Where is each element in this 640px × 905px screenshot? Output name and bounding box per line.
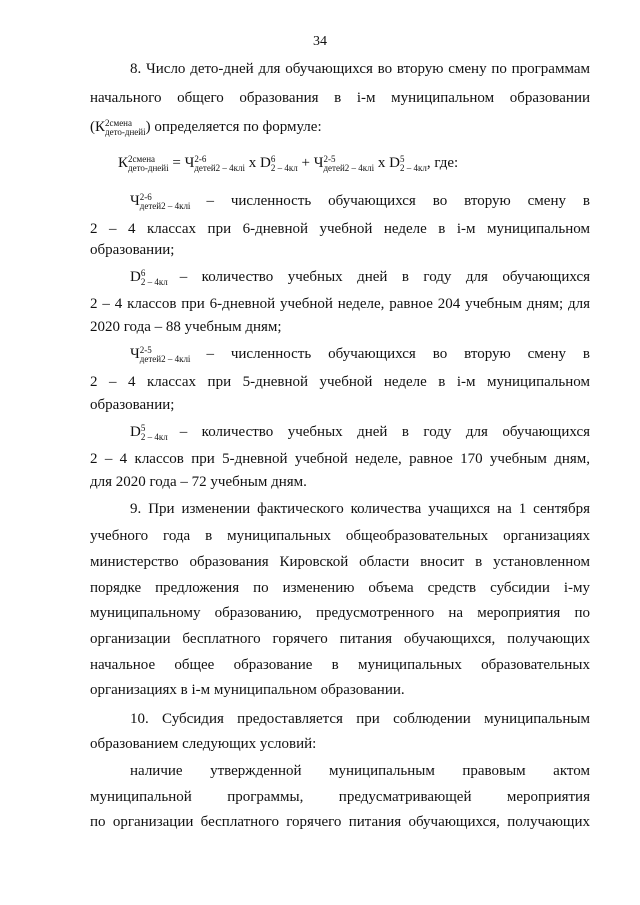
p9-line-6: организации бесплатного горячего питания обучающихся, получающих xyxy=(90,631,590,647)
formula-d2-sub: 2 – 4кл xyxy=(399,163,427,173)
def3-text: – численность обучающихся во вторую смену в xyxy=(206,346,590,362)
formula-k-sup: 2смена xyxy=(128,154,156,164)
def3-line-2: 2 – 4 классах при 5-дневной учебной неделе в i-м муниципальном xyxy=(90,374,590,390)
formula-ch2-sub: детей2 – 4клi xyxy=(323,163,375,173)
def1-text: – численность обучающихся во вторую смену в xyxy=(206,193,590,209)
def2-line-2: 2 – 4 классов при 6-дневной учебной неделе, равное 204 учебным дням; для xyxy=(90,296,590,312)
formula-d1-sub: 2 – 4кл xyxy=(270,163,298,173)
p10-line-4: муниципальной программы, предусматривающей мероприятия xyxy=(90,789,590,805)
def4-symbol: D xyxy=(130,424,141,440)
p9-line-1: 9. При изменении фактического количества учащихся на 1 сентября xyxy=(130,501,590,517)
page-number: 34 xyxy=(313,34,327,49)
formula-plus: + Ч xyxy=(297,155,324,171)
p8-k-symbol: (К xyxy=(90,119,105,135)
p9-line-3: министерство образования Кировской области вносит в установленном xyxy=(90,554,590,570)
formula-tail: , где: xyxy=(426,155,459,171)
def2-line-1 xyxy=(130,268,590,287)
formula-ch2-sup: 2-5 xyxy=(323,154,336,164)
def3-line-1 xyxy=(130,345,590,364)
formula-d1-sup: 6 xyxy=(270,154,276,164)
p8-line-3-text: ) определяется по формуле: xyxy=(145,119,322,135)
def3-sub: детей2 – 4клi xyxy=(139,354,191,364)
p9-line-2: учебного года в муниципальных общеобразовательных организациях xyxy=(90,528,590,544)
p9-line-7: начальное общее образование в муниципальных образовательных xyxy=(90,657,590,673)
formula-ch1-sup: 2-6 xyxy=(194,154,207,164)
def1-sub: детей2 – 4клi xyxy=(139,201,191,211)
p8-line-3 xyxy=(90,118,590,137)
p9-line-8: организациях в i-м муниципальном образовании. xyxy=(90,682,405,698)
def1-line-1 xyxy=(130,192,590,211)
p8-line-2: начального общего образования в i-м муниципальном образовании xyxy=(90,90,590,106)
formula-ch1-sub: детей2 – 4клi xyxy=(194,163,246,173)
def4-line-2: 2 – 4 классов при 5-дневной учебной неделе, равное 170 учебным дням, xyxy=(90,451,590,467)
p8-k-sub: дето-днейi xyxy=(105,127,146,137)
formula-x1: x D xyxy=(245,155,271,171)
def3-line-3: образовании; xyxy=(90,397,175,413)
p8-k-sup: 2смена xyxy=(105,118,132,128)
p10-line-5: по организации бесплатного горячего питания обучающихся, получающих xyxy=(90,814,590,830)
def4-sup: 5 xyxy=(140,423,146,433)
def1-line-3: образовании; xyxy=(90,242,175,258)
formula-eq: = Ч xyxy=(168,155,195,171)
def1-sup: 2-6 xyxy=(139,192,152,202)
p10-line-1: 10. Субсидия предоставляется при соблюдении муниципальным xyxy=(130,711,590,727)
def1-symbol: Ч xyxy=(130,193,140,209)
p9-line-4: порядке предложения по изменению объема средств субсидии i-му xyxy=(90,580,590,596)
formula-x2: x D xyxy=(374,155,400,171)
p8-line-1: 8. Число дето-дней для обучающихся во вторую смену по программам xyxy=(130,61,590,77)
def2-line-3: 2020 года – 88 учебным дням; xyxy=(90,319,282,335)
def3-sup: 2-5 xyxy=(139,345,152,355)
def2-text: – количество учебных дней в году для обучающихся xyxy=(179,269,590,285)
def2-symbol: D xyxy=(130,269,141,285)
def2-sub: 2 – 4кл xyxy=(140,277,168,287)
formula-k: К xyxy=(118,155,129,171)
def4-sub: 2 – 4кл xyxy=(140,432,168,442)
formula-d2-sup: 5 xyxy=(399,154,405,164)
p9-line-5: муниципальному образованию, предусмотренного на мероприятия по xyxy=(90,605,590,621)
def4-line-1 xyxy=(130,423,590,442)
p10-line-3: наличие утвержденной муниципальным правовым актом xyxy=(130,763,590,779)
def2-sup: 6 xyxy=(140,268,146,278)
def3-symbol: Ч xyxy=(130,346,140,362)
def1-line-2: 2 – 4 классах при 6-дневной учебной неделе в i-м муниципальном xyxy=(90,221,590,237)
def4-text: – количество учебных дней в году для обучающихся xyxy=(179,424,590,440)
p10-line-2: образованием следующих условий: xyxy=(90,736,317,752)
formula-k-sub: дето-днейi xyxy=(128,163,169,173)
formula xyxy=(118,155,458,173)
def4-line-3: для 2020 года – 72 учебным дням. xyxy=(90,474,307,490)
